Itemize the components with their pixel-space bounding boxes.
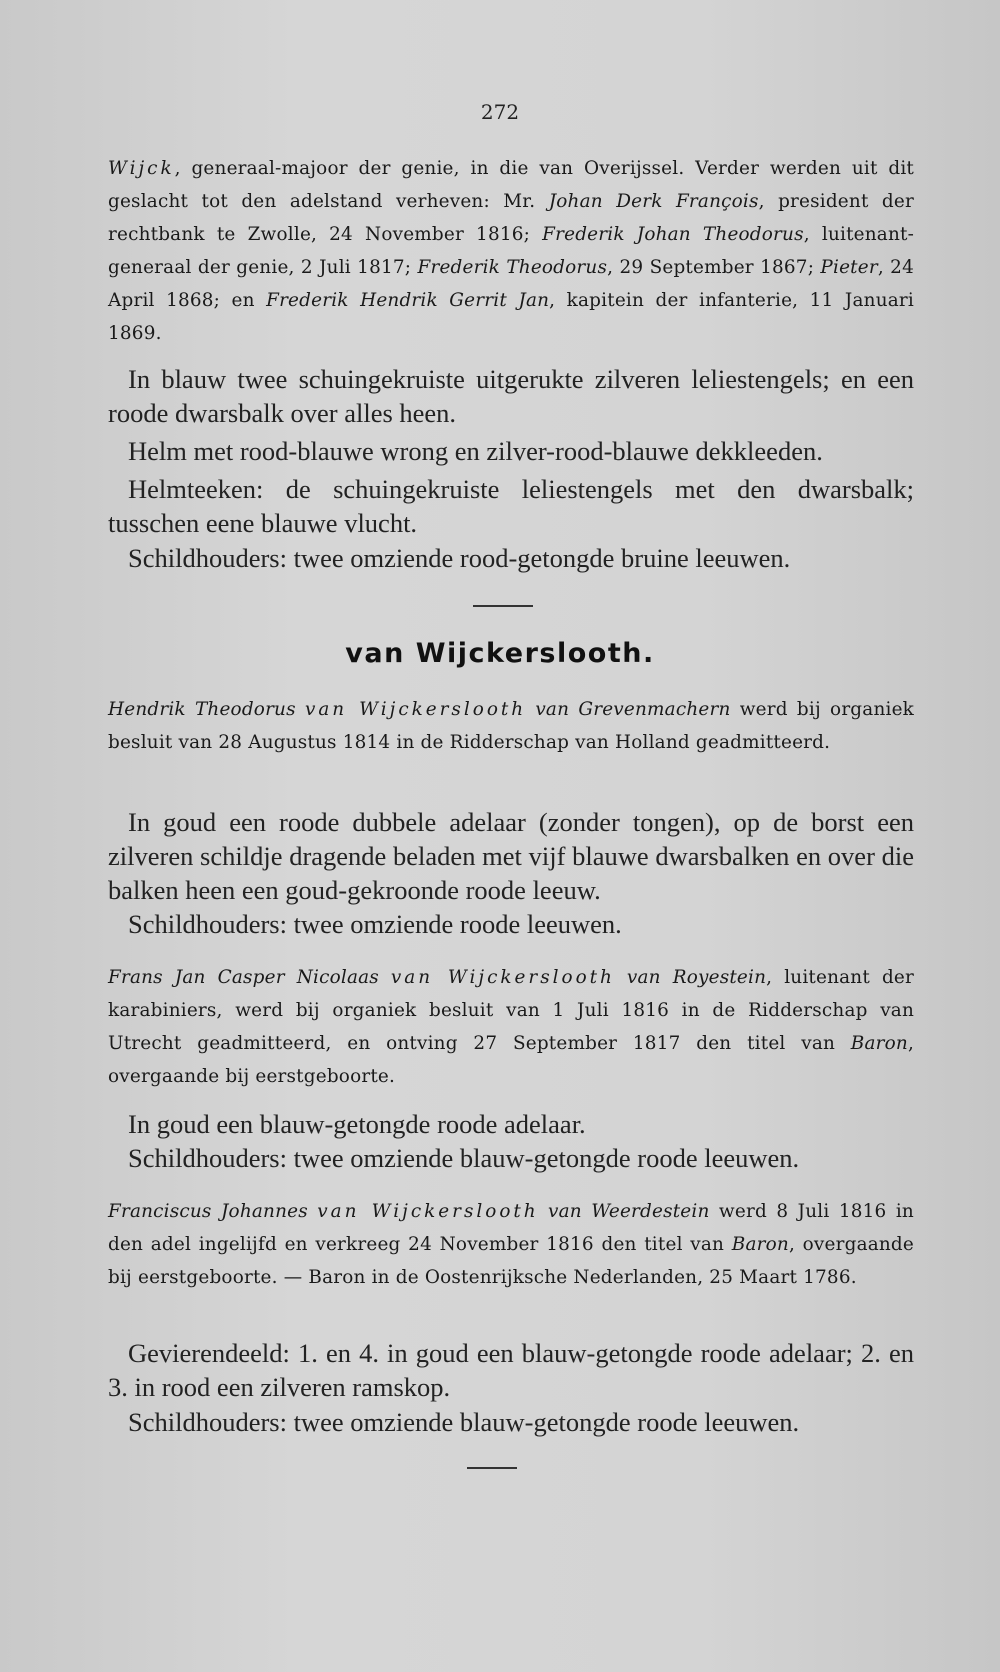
italic-name: van Grevenmachern — [526, 699, 731, 720]
name-pieter: Pieter — [820, 257, 878, 278]
text-run: , president der rechtbank te Zwolle, 24 November 1816; — [108, 191, 914, 245]
blazon-arms-2: In goud een roode dubbele adelaar (zonder tongen), op de borst een zilveren schildje dragende beladen met vijf blauwe dwarsbalken en over die balken heen een goud-gekroonde roode leeuw. — [108, 807, 914, 905]
text-run: , 29 September 1867; — [607, 257, 821, 278]
text-run: werd 8 Juli 1816 in den adel ingelijfd en verkreeg 24 November 1816 den titel van — [108, 1201, 914, 1255]
text-run: , luitenant der karabiniers, werd bij organiek besluit van 1 Juli 1816 in de Ridderschap van Utrecht geadmitteerd, en ontving 27 September 1817 den titel van — [108, 967, 914, 1054]
name-frederik-hendrik-gerrit-jan: Frederik Hendrik Gerrit Jan — [266, 290, 550, 311]
blazon-crest-1: Helmteeken: de schuingekruiste leliestengels met den dwarsbalk; tusschen eene blauwe vlucht. — [108, 474, 914, 538]
title-baron: Baron — [731, 1234, 789, 1255]
text-run: werd bij organiek besluit van 28 Augustus 1814 in de Ridderschap van Holland geadmitteerd. — [108, 699, 914, 753]
italic-name: Hendrik Theodorus — [108, 699, 305, 720]
text-run: , kapitein der infanterie, 11 Januari 1869. — [108, 290, 914, 344]
family-name: van Wijckerslooth — [317, 1201, 539, 1222]
italic-name: Franciscus Johannes — [108, 1201, 318, 1222]
italic-name: van Royestein — [614, 967, 767, 988]
blazon-arms-4: Gevierendeeld: 1. en 4. in goud een blauw-getongde roode adelaar; 2. en 3. in rood een zilveren ramskop. — [108, 1338, 914, 1402]
blazon-supporters-4: Schildhouders: twee omziende blauw-getongde roode leeuwen. — [128, 1407, 800, 1437]
name-wijck: Wijck — [108, 158, 175, 179]
name-johan-derk-francois: Johan Derk François — [548, 191, 759, 212]
blazon-supporters-2: Schildhouders: twee omziende roode leeuwen. — [128, 909, 622, 939]
name-frederik-theodorus: Frederik Theodorus — [417, 257, 608, 278]
section-heading: van Wijckerslooth. — [345, 638, 655, 669]
text-run: , overgaande bij eerstgeboorte. — Baron in de Oostenrijksche Nederlanden, 25 Maart 1786. — [108, 1234, 914, 1288]
paragraph-franciscus-johannes — [108, 1195, 914, 1294]
blazon-helm-1: Helm met rood-blauwe wrong en zilver-rood-blauwe dekkleeden. — [128, 436, 823, 466]
name-frederik-johan-theodorus: Frederik Johan Theodorus — [542, 224, 804, 245]
text-run: , 24 April 1868; en — [108, 257, 914, 311]
end-divider — [467, 1467, 517, 1469]
family-name: van Wijckerslooth — [304, 699, 527, 720]
italic-name: van Weerdestein — [538, 1201, 710, 1222]
section-divider — [473, 605, 533, 607]
blazon-arms-3: In goud een blauw-getongde roode adelaar. — [128, 1109, 586, 1139]
title-baron: Baron — [850, 1033, 908, 1054]
text-run: , generaal-majoor der genie, in die van Overijssel. Verder werden uit dit geslacht tot den adelstand verheven: Mr. — [108, 158, 914, 212]
blazon-arms-1: In blauw twee schuingekruiste uitgerukte zilveren leliestengels; en een roode dwarsbalk over alles heen. — [108, 364, 914, 428]
paragraph-ennoblements — [108, 152, 914, 350]
italic-name: Frans Jan Casper Nicolaas — [108, 967, 391, 988]
text-run: , luitenant-generaal der genie, 2 Juli 1817; — [108, 224, 915, 278]
blazon-supporters-3: Schildhouders: twee omziende blauw-getongde roode leeuwen. — [128, 1143, 800, 1173]
paragraph-hendrik-theodorus — [108, 693, 914, 759]
page-number: 272 — [480, 100, 520, 124]
blazon-supporters-1: Schildhouders: twee omziende rood-getongde bruine leeuwen. — [128, 543, 791, 573]
family-name: van Wijckerslooth — [390, 967, 615, 988]
paragraph-frans-jan-casper — [108, 961, 914, 1093]
text-run: , overgaande bij eerstgeboorte. — [108, 1033, 914, 1087]
